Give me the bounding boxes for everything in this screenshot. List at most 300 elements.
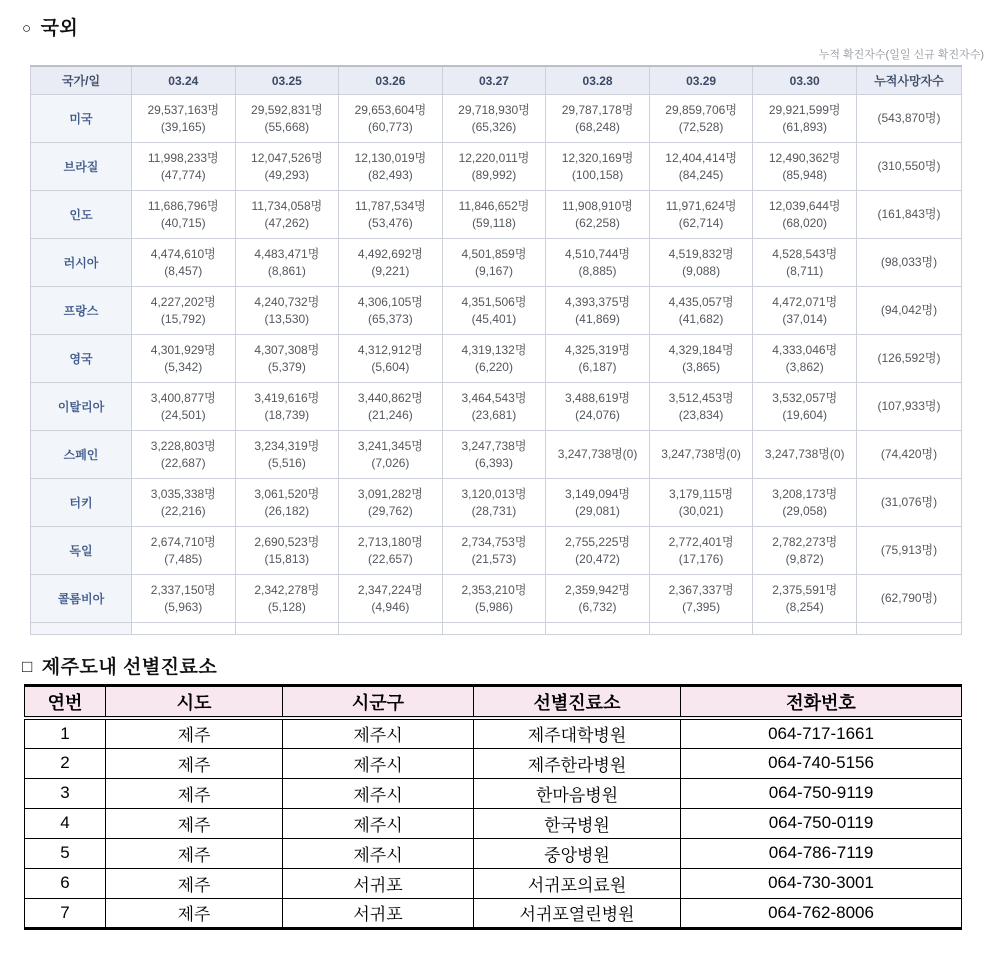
count-line: (29,081) <box>575 503 620 518</box>
daily-count-cell <box>753 191 857 239</box>
cumulative-deaths-cell: (75,913명) <box>857 527 962 575</box>
daily-count-cell <box>132 143 236 191</box>
count-line: 12,320,169명 <box>561 150 634 165</box>
count-line: (40,715) <box>160 215 206 230</box>
overseas-col-header-8: 누적사망자수 <box>857 66 962 95</box>
cumulative-deaths-cell: (62,790명) <box>857 575 962 623</box>
count-line: (65,326) <box>471 119 517 134</box>
daily-count-cell <box>235 287 339 335</box>
daily-count-cell <box>442 527 546 575</box>
count-line: 4,435,057명 <box>668 294 734 309</box>
empty-cell <box>235 623 339 635</box>
daily-count-cell <box>649 239 753 287</box>
daily-count-cell <box>132 335 236 383</box>
clinic-no-cell: 7 <box>25 898 106 928</box>
cumulative-deaths-cell: (31,076명) <box>857 479 962 527</box>
district-cell: 서귀포 <box>283 868 474 898</box>
count-line: 4,510,744명 <box>565 246 631 261</box>
jeju-table <box>24 684 962 930</box>
count-line: 4,333,046명 <box>772 342 838 357</box>
count-line: (41,682) <box>678 311 724 326</box>
daily-count-cell <box>753 527 857 575</box>
daily-count-cell <box>546 575 650 623</box>
count-line: (5,128) <box>267 599 306 614</box>
count-line: 4,307,308명 <box>254 342 320 357</box>
count-line: (26,182) <box>264 503 310 518</box>
daily-count-cell <box>132 191 236 239</box>
daily-count-cell <box>442 191 546 239</box>
daily-count-cell <box>235 95 339 143</box>
overseas-table <box>30 65 962 635</box>
jeju-title-text: 제주도내 선별진료소 <box>41 657 218 678</box>
overseas-col-header-3: 03.26 <box>339 66 443 95</box>
count-line: (49,293) <box>264 167 310 182</box>
jeju-row <box>25 868 962 898</box>
count-line: (29,058) <box>782 503 828 518</box>
jeju-table-head <box>25 686 962 719</box>
count-line: 12,490,362명 <box>768 150 841 165</box>
daily-count-cell <box>753 383 857 431</box>
count-line: 11,908,910명 <box>562 198 633 213</box>
count-line: 29,921,599명 <box>768 102 841 117</box>
country-cell: 미국 <box>31 95 132 143</box>
jeju-section <box>0 652 992 930</box>
count-line: (39,165) <box>160 119 206 134</box>
overseas-section <box>0 13 992 635</box>
phone-number-cell: 064-730-3001 <box>681 868 962 898</box>
daily-count-cell <box>339 335 443 383</box>
count-line: (7,026) <box>371 455 410 470</box>
count-line: (22,687) <box>160 455 206 470</box>
count-line: 2,690,523명 <box>254 534 320 549</box>
daily-count-cell <box>339 191 443 239</box>
province-cell: 제주 <box>106 898 283 928</box>
count-line: 3,488,619명 <box>565 390 631 405</box>
overseas-col-header-1: 03.24 <box>132 66 236 95</box>
count-line: 3,247,738명 <box>461 438 527 453</box>
daily-count-cell <box>753 95 857 143</box>
country-cell: 이탈리아 <box>31 383 132 431</box>
clinic-no-cell: 3 <box>25 778 106 808</box>
count-line: (21,246) <box>368 407 413 422</box>
count-line: 4,319,132명 <box>461 342 527 357</box>
count-line: 2,367,337명 <box>668 582 734 597</box>
daily-count-cell <box>235 335 339 383</box>
daily-count-cell <box>442 431 546 479</box>
count-line: (24,501) <box>160 407 206 422</box>
clinic-no-cell: 2 <box>25 748 106 778</box>
count-line: (19,604) <box>782 407 828 422</box>
count-line: 4,227,202명 <box>150 294 216 309</box>
jeju-col-header-2: 시군구 <box>283 686 474 719</box>
daily-count-cell <box>753 479 857 527</box>
count-line: 4,306,105명 <box>357 294 423 309</box>
district-cell: 제주시 <box>283 748 474 778</box>
province-cell: 제주 <box>106 808 283 838</box>
daily-count-cell <box>546 239 650 287</box>
count-line: 2,734,753명 <box>461 534 527 549</box>
count-line: 3,247,738명(0) <box>661 447 741 461</box>
overseas-row <box>31 479 962 527</box>
count-line: 3,091,282명 <box>357 486 423 501</box>
jeju-row <box>25 718 962 748</box>
overseas-row <box>31 287 962 335</box>
daily-count-cell <box>339 95 443 143</box>
daily-count-cell <box>235 143 339 191</box>
count-line: (89,992) <box>471 167 517 182</box>
daily-count-cell <box>649 383 753 431</box>
overseas-col-header-0: 국가/일 <box>31 66 132 95</box>
count-line: 3,120,013명 <box>461 486 527 501</box>
country-cell: 영국 <box>31 335 132 383</box>
overseas-section-title <box>22 13 992 40</box>
count-line: 4,472,071명 <box>772 294 838 309</box>
country-cell: 터키 <box>31 479 132 527</box>
province-cell: 제주 <box>106 778 283 808</box>
count-line: 11,998,233명 <box>147 150 219 165</box>
daily-count-cell <box>649 335 753 383</box>
count-line: 2,755,225명 <box>565 534 631 549</box>
daily-count-cell <box>132 527 236 575</box>
count-line: (30,021) <box>678 503 724 518</box>
count-line: (3,865) <box>682 359 721 374</box>
count-line: 4,301,929명 <box>150 342 216 357</box>
daily-count-cell <box>649 479 753 527</box>
count-line: (8,885) <box>578 263 617 278</box>
count-line: (53,476) <box>368 215 413 230</box>
daily-count-cell <box>753 143 857 191</box>
empty-cell <box>649 623 753 635</box>
count-line: 12,039,644명 <box>768 198 841 213</box>
district-cell: 제주시 <box>283 718 474 748</box>
count-line: 3,400,877명 <box>150 390 216 405</box>
daily-count-cell <box>546 431 650 479</box>
count-line: (72,528) <box>678 119 724 134</box>
count-line: 3,512,453명 <box>668 390 734 405</box>
daily-count-cell <box>442 95 546 143</box>
count-line: 3,247,738명(0) <box>557 447 638 461</box>
count-line: (20,472) <box>575 551 620 566</box>
country-cell: 러시아 <box>31 239 132 287</box>
daily-count-cell <box>235 527 339 575</box>
cumulative-deaths-cell: (98,033명) <box>857 239 962 287</box>
daily-count-cell <box>339 575 443 623</box>
count-line: (37,014) <box>782 311 828 326</box>
daily-count-cell <box>235 431 339 479</box>
count-line: 2,782,273명 <box>772 534 838 549</box>
daily-count-cell <box>442 575 546 623</box>
count-line: (60,773) <box>368 119 413 134</box>
count-line: 3,228,803명 <box>150 438 216 453</box>
count-line: 4,519,832명 <box>668 246 734 261</box>
count-line: (55,668) <box>264 119 310 134</box>
count-line: 2,674,710명 <box>150 534 216 549</box>
count-line: (29,762) <box>368 503 413 518</box>
daily-count-cell <box>546 95 650 143</box>
cumulative-deaths-cell: (107,933명) <box>857 383 962 431</box>
count-line: (9,221) <box>371 263 410 278</box>
daily-count-cell <box>442 143 546 191</box>
count-line: (3,862) <box>785 359 824 374</box>
daily-count-cell <box>132 239 236 287</box>
overseas-row <box>31 239 962 287</box>
count-line: (5,604) <box>371 359 410 374</box>
count-line: (24,076) <box>575 407 620 422</box>
province-cell: 제주 <box>106 718 283 748</box>
daily-count-cell <box>649 95 753 143</box>
count-line: 2,359,942명 <box>565 582 631 597</box>
count-line: 3,179,115명 <box>669 486 734 501</box>
overseas-table-head <box>31 66 962 95</box>
province-cell: 제주 <box>106 748 283 778</box>
count-line: (18,739) <box>264 407 310 422</box>
count-line: 3,234,319명 <box>254 438 320 453</box>
count-line: (5,342) <box>164 359 203 374</box>
count-line: 29,537,163명 <box>147 102 220 117</box>
daily-count-cell <box>442 479 546 527</box>
count-line: 2,342,278명 <box>254 582 320 597</box>
daily-count-cell <box>649 527 753 575</box>
country-cell: 프랑스 <box>31 287 132 335</box>
cumulative-deaths-cell: (310,550명) <box>857 143 962 191</box>
count-line: 12,220,011명 <box>458 150 530 165</box>
count-line: (5,963) <box>164 599 203 614</box>
jeju-row <box>25 748 962 778</box>
cumulative-deaths-cell: (94,042명) <box>857 287 962 335</box>
empty-cell <box>442 623 546 635</box>
daily-count-cell <box>442 287 546 335</box>
count-line: (5,516) <box>267 455 306 470</box>
clinic-name-cell: 제주한라병원 <box>474 748 681 778</box>
overseas-row <box>31 95 962 143</box>
count-line: (8,861) <box>267 263 306 278</box>
daily-count-cell <box>649 143 753 191</box>
phone-number-cell: 064-762-8006 <box>681 898 962 928</box>
count-line: 4,325,319명 <box>565 342 631 357</box>
empty-country-cell <box>31 623 132 635</box>
district-cell: 제주시 <box>283 838 474 868</box>
clinic-name-cell: 서귀포열린병원 <box>474 898 681 928</box>
count-line: 3,241,345명 <box>357 438 423 453</box>
count-line: 29,859,706명 <box>665 102 737 117</box>
count-line: (22,657) <box>368 551 413 566</box>
count-line: (23,681) <box>471 407 517 422</box>
daily-count-cell <box>339 479 443 527</box>
count-line: (21,573) <box>471 551 517 566</box>
clinic-no-cell: 5 <box>25 838 106 868</box>
count-line: (62,258) <box>575 215 620 230</box>
clinic-name-cell: 제주대학병원 <box>474 718 681 748</box>
district-cell: 제주시 <box>283 808 474 838</box>
daily-count-cell <box>753 431 857 479</box>
count-line: 4,351,506명 <box>461 294 527 309</box>
cumulative-deaths-cell: (74,420명) <box>857 431 962 479</box>
count-line: 29,592,831명 <box>251 102 323 117</box>
count-line: 3,464,543명 <box>461 390 527 405</box>
count-line: 4,483,471명 <box>254 246 320 261</box>
count-line: (17,176) <box>678 551 724 566</box>
clinic-name-cell: 서귀포의료원 <box>474 868 681 898</box>
count-line: (100,158) <box>571 167 624 182</box>
count-line: 29,787,178명 <box>561 102 634 117</box>
country-cell: 스페인 <box>31 431 132 479</box>
count-line: 4,492,692명 <box>357 246 423 261</box>
count-line: 12,404,414명 <box>665 150 737 165</box>
jeju-col-header-4: 전화번호 <box>681 686 962 719</box>
count-line: 4,528,543명 <box>772 246 838 261</box>
daily-count-cell <box>132 287 236 335</box>
phone-number-cell: 064-750-0119 <box>681 808 962 838</box>
count-line: (6,220) <box>474 359 513 374</box>
count-line: (7,395) <box>682 599 721 614</box>
overseas-col-header-6: 03.29 <box>649 66 753 95</box>
daily-count-cell <box>649 191 753 239</box>
clinic-no-cell: 1 <box>25 718 106 748</box>
count-line: (6,393) <box>474 455 513 470</box>
daily-count-cell <box>753 575 857 623</box>
district-cell: 제주시 <box>283 778 474 808</box>
overseas-col-header-4: 03.27 <box>442 66 546 95</box>
overseas-row <box>31 575 962 623</box>
jeju-row <box>25 808 962 838</box>
district-cell: 서귀포 <box>283 898 474 928</box>
phone-number-cell: 064-717-1661 <box>681 718 962 748</box>
phone-number-cell: 064-750-9119 <box>681 778 962 808</box>
count-line: 4,501,859명 <box>461 246 527 261</box>
daily-count-cell <box>546 527 650 575</box>
clinic-name-cell: 중앙병원 <box>474 838 681 868</box>
jeju-table-body <box>25 718 962 928</box>
count-line: (28,731) <box>471 503 517 518</box>
daily-count-cell <box>546 191 650 239</box>
daily-count-cell <box>235 191 339 239</box>
country-cell: 브라질 <box>31 143 132 191</box>
jeju-header-row <box>25 686 962 719</box>
daily-count-cell <box>753 335 857 383</box>
count-line: 11,686,796명 <box>147 198 219 213</box>
clinic-no-cell: 6 <box>25 868 106 898</box>
daily-count-cell <box>235 239 339 287</box>
count-line: 2,353,210명 <box>461 582 527 597</box>
count-line: (22,216) <box>160 503 206 518</box>
count-line: (62,714) <box>678 215 724 230</box>
count-line: (68,020) <box>782 215 828 230</box>
count-line: (68,248) <box>575 119 620 134</box>
jeju-col-header-3: 선별진료소 <box>474 686 681 719</box>
overseas-col-header-2: 03.25 <box>235 66 339 95</box>
clinic-name-cell: 한국병원 <box>474 808 681 838</box>
count-line: (23,834) <box>678 407 724 422</box>
count-line: (5,986) <box>474 599 513 614</box>
province-cell: 제주 <box>106 868 283 898</box>
count-line: (84,245) <box>678 167 724 182</box>
count-line: 2,375,591명 <box>772 582 838 597</box>
jeju-col-header-1: 시도 <box>106 686 283 719</box>
count-line: 11,734,058명 <box>251 198 323 213</box>
jeju-section-title <box>22 652 992 679</box>
count-line: 2,337,150명 <box>150 582 216 597</box>
count-line: 3,440,862명 <box>357 390 423 405</box>
daily-count-cell <box>442 383 546 431</box>
daily-count-cell <box>339 143 443 191</box>
count-line: 12,047,526명 <box>251 150 323 165</box>
daily-count-cell <box>649 575 753 623</box>
daily-count-cell <box>132 479 236 527</box>
count-line: 3,035,338명 <box>150 486 216 501</box>
daily-count-cell <box>132 383 236 431</box>
overseas-row <box>31 431 962 479</box>
daily-count-cell <box>339 431 443 479</box>
count-line: (8,254) <box>785 599 824 614</box>
overseas-row <box>31 335 962 383</box>
count-line: (7,485) <box>164 551 203 566</box>
jeju-row <box>25 898 962 928</box>
count-line: 2,347,224명 <box>357 582 423 597</box>
count-line: (82,493) <box>368 167 413 182</box>
daily-count-cell <box>132 575 236 623</box>
empty-cell <box>753 623 857 635</box>
province-cell: 제주 <box>106 838 283 868</box>
count-line: 3,532,057명 <box>772 390 838 405</box>
count-line: (6,187) <box>578 359 617 374</box>
count-line: (9,872) <box>785 551 824 566</box>
count-line: (61,893) <box>782 119 828 134</box>
count-line: 11,846,652명 <box>458 198 530 213</box>
daily-count-cell <box>442 335 546 383</box>
clinic-name-cell: 한마음병원 <box>474 778 681 808</box>
circle-bullet: ○ <box>22 20 32 37</box>
count-line: (8,457) <box>164 263 203 278</box>
empty-cell <box>857 623 962 635</box>
overseas-col-header-5: 03.28 <box>546 66 650 95</box>
count-line: 11,971,624명 <box>665 198 737 213</box>
daily-count-cell <box>339 383 443 431</box>
count-line: (85,948) <box>782 167 828 182</box>
empty-cell <box>339 623 443 635</box>
daily-count-cell <box>235 479 339 527</box>
overseas-row <box>31 383 962 431</box>
daily-count-cell <box>339 527 443 575</box>
square-bullet: □ <box>22 657 33 676</box>
count-line: 2,772,401명 <box>668 534 734 549</box>
count-line: 3,419,616명 <box>254 390 320 405</box>
daily-count-cell <box>753 239 857 287</box>
count-line: (9,088) <box>682 263 721 278</box>
count-line: 4,393,375명 <box>565 294 631 309</box>
page <box>0 13 992 930</box>
daily-count-cell <box>442 239 546 287</box>
count-line: (13,530) <box>264 311 310 326</box>
overseas-row <box>31 143 962 191</box>
daily-count-cell <box>546 287 650 335</box>
phone-number-cell: 064-786-7119 <box>681 838 962 868</box>
cumulative-deaths-cell: (161,843명) <box>857 191 962 239</box>
daily-count-cell <box>339 239 443 287</box>
daily-count-cell <box>753 287 857 335</box>
count-line: (65,373) <box>368 311 413 326</box>
jeju-col-header-0: 연번 <box>25 686 106 719</box>
daily-count-cell <box>649 287 753 335</box>
overseas-title-text: 국외 <box>40 18 79 39</box>
empty-cell <box>546 623 650 635</box>
count-line: 3,061,520명 <box>254 486 320 501</box>
count-line: (4,946) <box>371 599 410 614</box>
cumulative-deaths-cell: (126,592명) <box>857 335 962 383</box>
daily-count-cell <box>132 95 236 143</box>
daily-count-cell <box>546 143 650 191</box>
count-line: (45,401) <box>471 311 517 326</box>
count-line: 2,713,180명 <box>357 534 423 549</box>
